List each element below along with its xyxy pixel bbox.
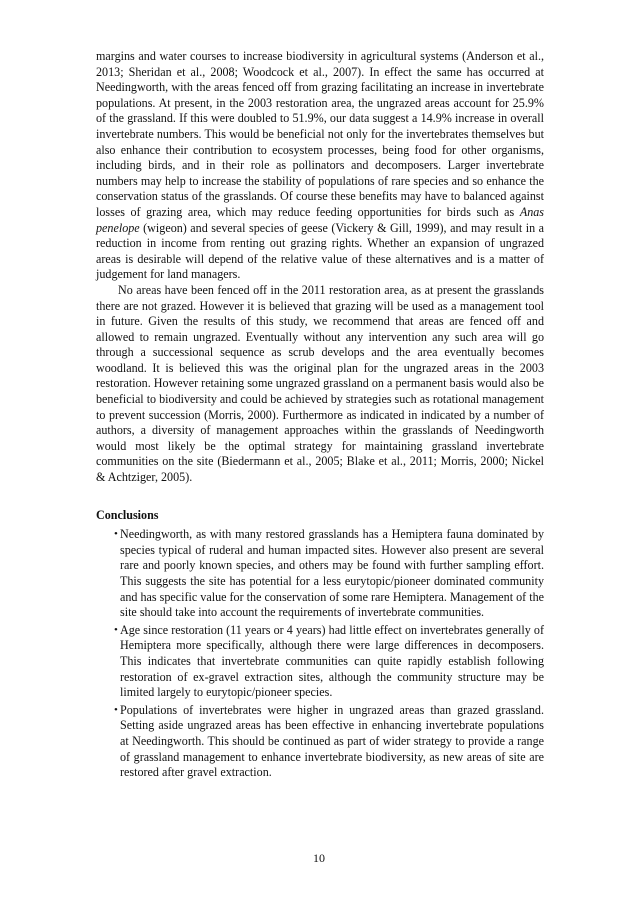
body-text <box>96 49 544 783</box>
list-item-text: Needingworth, as with many restored grasslands has a Hemiptera fauna dominated by species typical of ruderal and human impacted sites. However also present are several rare and poorly known species, and others may be found with further sampling effort. This suggests the site has potential for a less eurytopic/pioneer dominated community and has specific value for the conservation of some rare Hemiptera. Management of the site should take into account the requirements of invertebrate communities. <box>120 527 544 620</box>
list-item-text: Age since restoration (11 years or 4 years) had little effect on invertebrates generally of Hemiptera more specifically, although there were large differences in decomposers. This indicates that invertebrate communities can quite rapidly establish following restoration of ex-gravel extraction sites, although the community structure may be limited largely to eurytopic/pioneer species. <box>120 622 544 700</box>
conclusions-list <box>96 527 544 781</box>
species-name: Anas penelope <box>96 204 544 235</box>
paragraph-1-text-a: margins and water courses to increase biodiversity in agricultural systems (Anderson et al., 2013; Sheridan et al., 2008; Woodcock et al., 2007). In effect the same has occurred at Needingworth, with the areas fenced off from grazing facilitating an increase in invertebrate populations. At present, in the 2003 restoration area, the ungrazed areas account for 25.9% of the grassland. If this were doubled to 51.9%, our data suggest a 14.9% increase in overall invertebrate numbers. This would be beneficial not only for the invertebrates themselves but also enhance their contribution to ecosystem processes, being food for other organisms, including birds, and in their role as pollinators and decomposers. Larger invertebrate numbers may help to increase the stability of populations of rare species and so enhance the conservation status of the grasslands. Of course these benefits may have to balanced against losses of grazing area, which may reduce feeding opportunities for birds such as <box>96 49 544 219</box>
list-item-text: Populations of invertebrates were higher in ungrazed areas than grazed grassland. Setting aside ungrazed areas has been effective in enhancing invertebrate populations at Needingworth. This should be continued as part of wider strategy to provide a range of grassland management to enhance invertebrate biodiversity, as new areas of site are restored after gravel extraction. <box>120 702 544 780</box>
list-item <box>96 623 544 701</box>
bullet-icon: • <box>114 528 118 541</box>
conclusions-heading: Conclusions <box>96 507 159 522</box>
list-item <box>96 527 544 621</box>
paragraph-1 <box>96 49 544 283</box>
paragraph-2: No areas have been fenced off in the 2011 restoration area, as at present the grasslands there are not grazed. However it is believed that grazing will be used as a management tool in future. Given the results of this study, we recommend that areas are fenced off and allowed to remain ungrazed. Eventually without any intervention any such area will go through a successional sequence as scrub develops and the area eventually becomes woodland. It is believed this was the original plan for the ungrazed areas in the 2003 restoration. However retaining some ungrazed grassland on a permanent basis would also be beneficial to biodiversity and could be achieved by strategies such as rotational management to prevent succession (Morris, 2000). Furthermore as indicated in indicated by a number of authors, a diversity of management approaches within the grasslands of Needingworth would most likely be the optimal strategy for maintaining grassland invertebrate communities on the site (Biedermann et al., 2005; Blake et al., 2011; Morris, 2000; Nickel & Achtziger, 2005). <box>96 282 544 485</box>
list-item <box>96 703 544 781</box>
paragraph-1-text-b: (wigeon) and several species of geese (Vickery & Gill, 1999), and may result in a reduction in income from renting out grazing rights. Whether an expansion of ungrazed areas is desirable will depend of the relative value of these alternatives and is a matter of judgement for land managers. <box>96 220 544 282</box>
page-number: 10 <box>313 851 325 865</box>
bullet-icon: • <box>114 623 118 636</box>
bullet-icon: • <box>114 703 118 716</box>
